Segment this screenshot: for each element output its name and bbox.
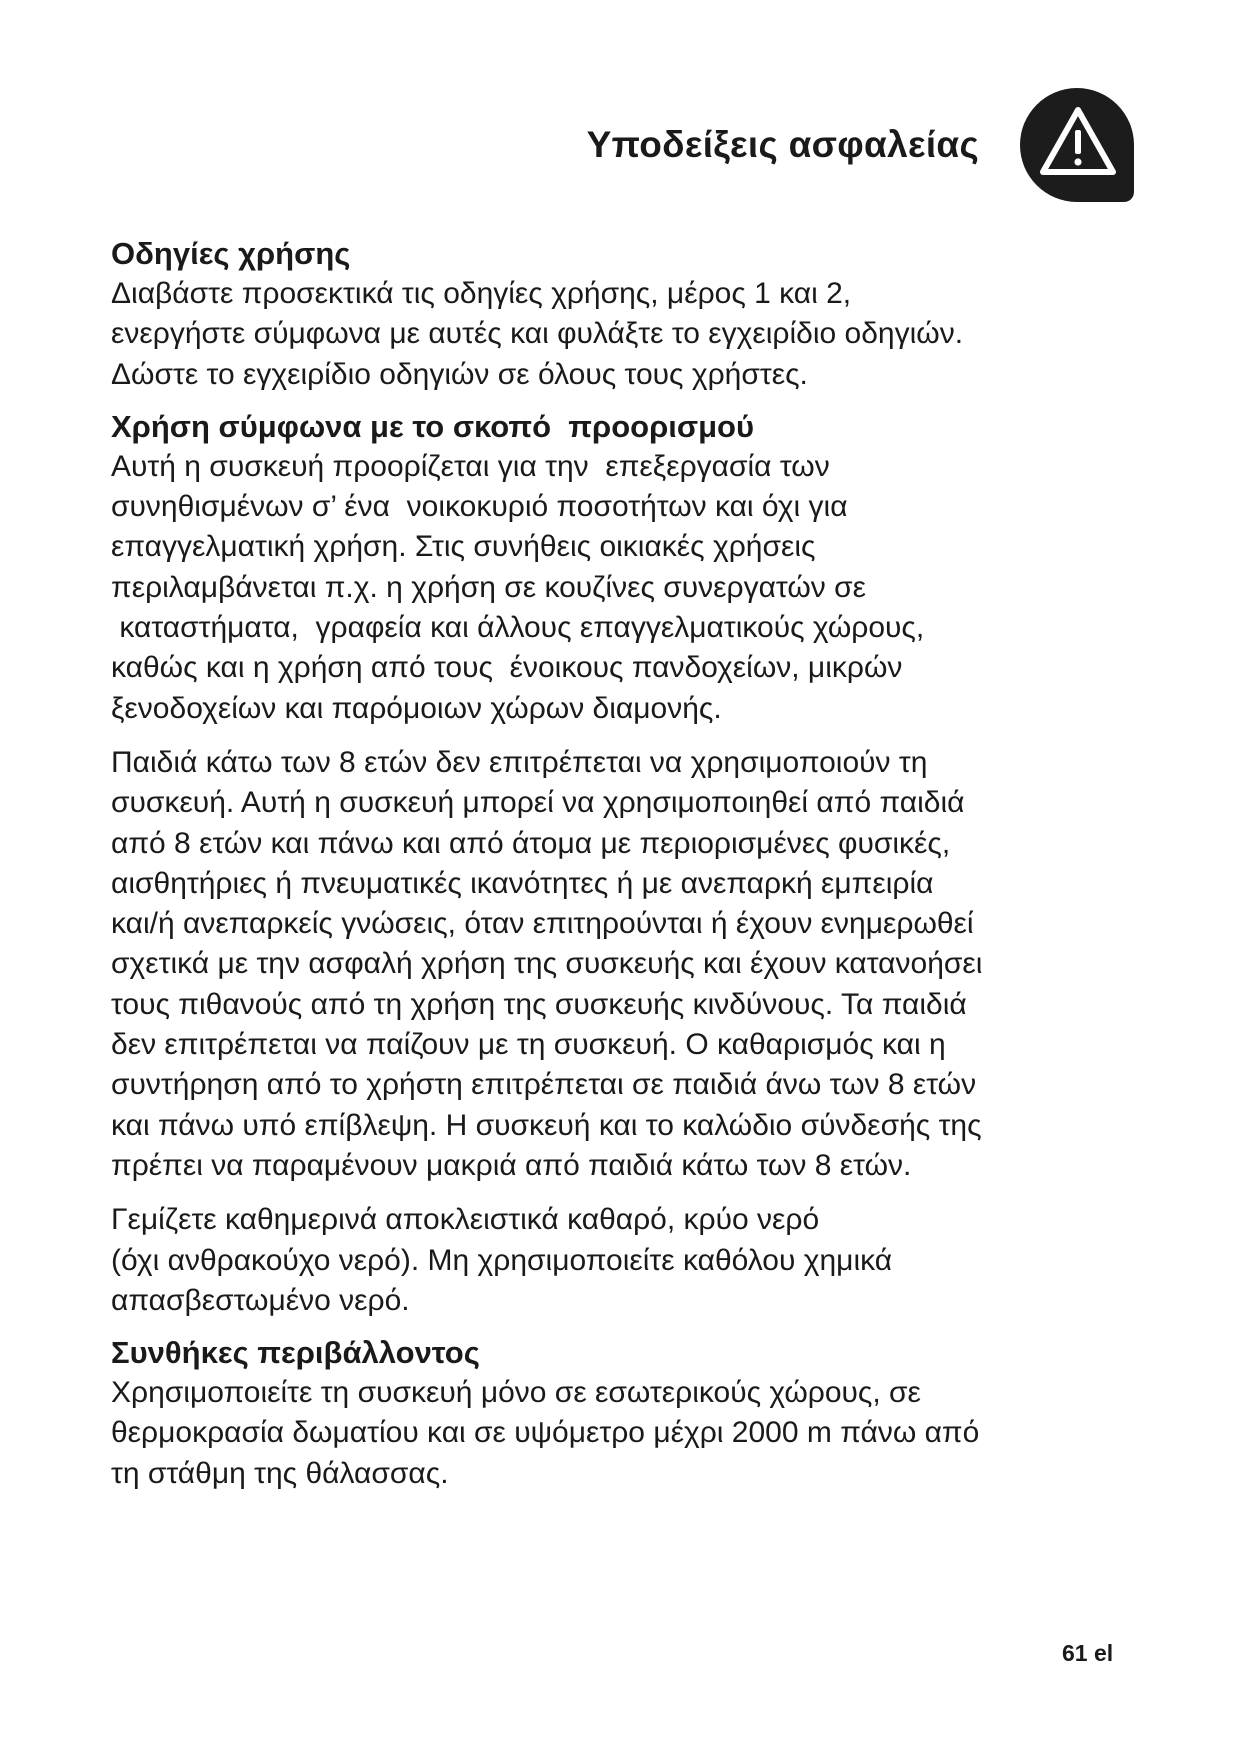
text-line: επαγγελματική χρήση. Στις συνήθεις οικιακές χρήσεις bbox=[111, 530, 816, 564]
text-line: ενεργήστε σύμφωνα με αυτές και φυλάξτε το εγχειρίδιο οδηγιών. bbox=[111, 317, 964, 351]
text-line: ξενοδοχείων και παρόμοιων χώρων διαμονής. bbox=[111, 691, 722, 725]
text-line: αισθητήριες ή πνευματικές ικανότητες ή με ανεπαρκή εμπειρία bbox=[111, 866, 934, 900]
text-line: Γεμίζετε καθημερινά αποκλειστικά καθαρό, κρύο νερό bbox=[111, 1203, 820, 1237]
document-body bbox=[111, 234, 1131, 1494]
section-heading-intended-use: Χρήση σύμφωνα με το σκοπό προορισμού bbox=[111, 408, 755, 444]
text-line: καταστήματα, γραφεία και άλλους επαγγελματικούς χώρους, bbox=[111, 611, 925, 645]
page-header bbox=[0, 88, 1241, 208]
page-number: 61 el bbox=[1062, 1640, 1114, 1666]
text-line: περιλαμβάνεται π.χ. η χρήση σε κουζίνες συνεργατών σε bbox=[111, 570, 867, 604]
text-line: (όχι ανθρακούχο νερό). Μη χρησιμοποιείτε καθόλου χημικά bbox=[111, 1243, 893, 1277]
warning-triangle-icon bbox=[1038, 104, 1118, 180]
text-line: συσκευή. Αυτή η συσκευή μπορεί να χρησιμοποιηθεί από παιδιά bbox=[111, 786, 965, 820]
text-line: Αυτή η συσκευή προορίζεται για την επεξεργασία των bbox=[111, 449, 830, 483]
text-line: τους πιθανούς από τη χρήση της συσκευής κινδύνους. Τα παιδιά bbox=[111, 987, 967, 1021]
section-environment bbox=[111, 1333, 1131, 1494]
text-line: τη στάθμη της θάλασσας. bbox=[111, 1456, 449, 1490]
text-line: δεν επιτρέπεται να παίζουν με τη συσκευή. Ο καθαρισμός και η bbox=[111, 1028, 946, 1062]
text-line: Χρησιμοποιείτε τη συσκευή μόνο σε εσωτερικούς χώρους, σε bbox=[111, 1376, 921, 1410]
text-line: συνηθισμένων σ’ ένα νοικοκυριό ποσοτήτων και όχι για bbox=[111, 490, 848, 524]
section-heading-instructions: Οδηγίες χρήσης bbox=[111, 236, 351, 271]
text-line: Παιδιά κάτω των 8 ετών δεν επιτρέπεται να χρησιμοποιούν τη bbox=[111, 745, 928, 779]
text-line: θερμοκρασία δωματίου και σε υψόμετρο μέχρι 2000 m πάνω από bbox=[111, 1416, 980, 1450]
section-intended-use bbox=[111, 407, 1131, 729]
text-line: καθώς και η χρήση από τους ένοικους πανδοχείων, μικρών bbox=[111, 651, 903, 685]
section-heading-environment: Συνθήκες περιβάλλοντος bbox=[111, 1335, 480, 1371]
text-line: σχετικά με την ασφαλή χρήση της συσκευής και έχουν κατανοήσει bbox=[111, 947, 983, 981]
page-title: Υποδείξεις ασφαλείας bbox=[586, 124, 979, 165]
paragraph-children-safety bbox=[111, 743, 1131, 1186]
text-line: Δώστε το εγχειρίδιο οδηγιών σε όλους τους χρήστες. bbox=[111, 357, 808, 391]
paragraph-water bbox=[111, 1200, 1131, 1321]
warning-badge bbox=[1020, 88, 1134, 202]
text-line: και πάνω υπό επίβλεψη. Η συσκευή και το καλώδιο σύνδεσής της bbox=[111, 1108, 982, 1142]
section-instructions bbox=[111, 234, 1131, 395]
text-line: από 8 ετών και πάνω και από άτομα με περιορισμένες φυσικές, bbox=[111, 826, 951, 860]
text-line: και/ή ανεπαρκείς γνώσεις, όταν επιτηρούνται ή έχουν ενημερωθεί bbox=[111, 907, 974, 941]
text-line: συντήρηση από το χρήστη επιτρέπεται σε παιδιά άνω των 8 ετών bbox=[111, 1068, 977, 1102]
text-line: πρέπει να παραμένουν μακριά από παιδιά κάτω των 8 ετών. bbox=[111, 1148, 912, 1182]
text-line: απασβεστωμένο νερό. bbox=[111, 1283, 410, 1317]
text-line: Διαβάστε προσεκτικά τις οδηγίες χρήσης, μέρος 1 και 2, bbox=[111, 277, 852, 310]
